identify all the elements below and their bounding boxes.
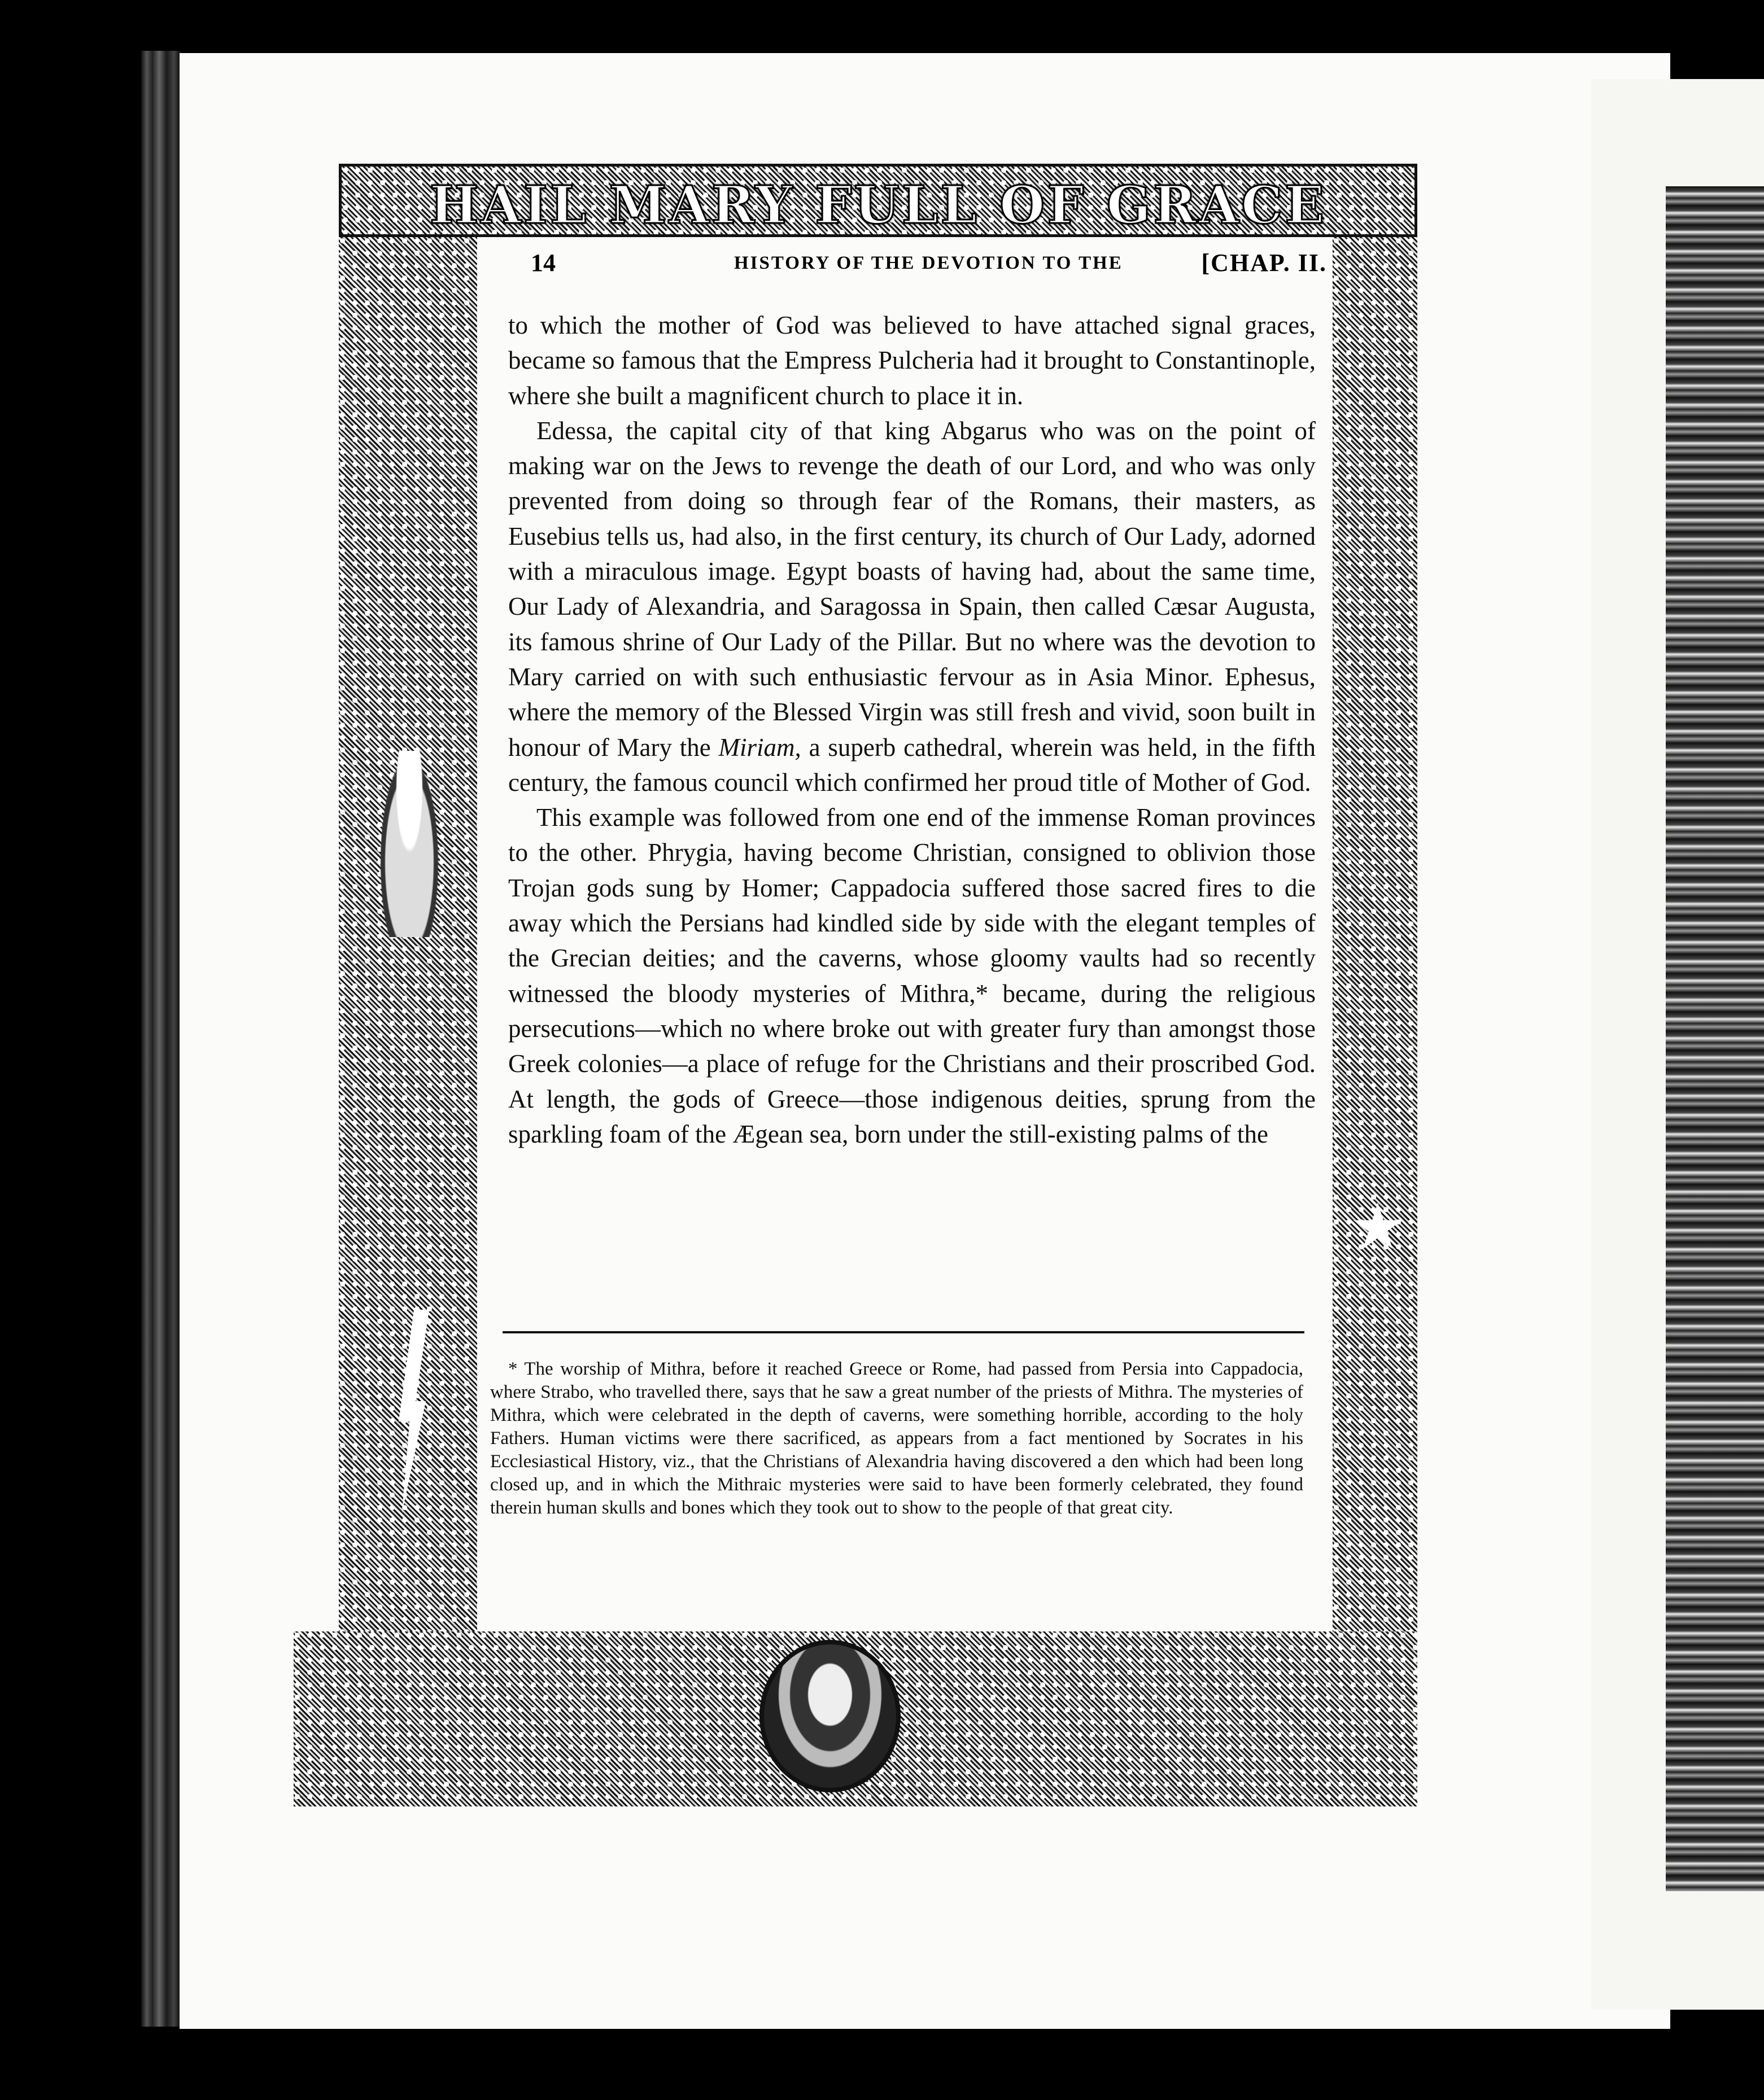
running-head bbox=[531, 248, 1333, 282]
ornamental-header bbox=[339, 164, 1417, 237]
footnote-rule bbox=[503, 1331, 1304, 1333]
ornamental-right-border bbox=[1333, 237, 1417, 1643]
paragraph: This example was followed from one end of the immense Roman provinces to the other. Phrygia, having become Christian, consigned to oblivion those Trojan gods sung by Homer; Cappadocia suffered those sacred fires to die away which the Persians had kindled side by side with the elegant temples of the Grecian deities; and the caverns, whose gloomy vaults had so recently witnessed the bloody mysteries of Mithra,* became, during the religious persecutions—which no where broke out with greater fury than amongst those Greek colonies—a place of refuge for the Christians and their proscribed God. At length, the gods of Greece—those indigenous deities, sprung from the sparkling foam of the Ægean sea, born under the still-existing palms of the bbox=[508, 803, 1316, 1148]
page-number: 14 bbox=[531, 249, 556, 277]
facing-page-ornament bbox=[1666, 186, 1764, 1891]
body-text bbox=[508, 308, 1316, 1152]
header-banner: HAIL MARY FULL OF GRACE bbox=[429, 174, 1327, 235]
chapter-marker: [CHAP. II. bbox=[1201, 249, 1327, 277]
madonna-medallion-icon bbox=[759, 1640, 901, 1792]
footnote: * The worship of Mithra, before it reached Greece or Rome, had passed from Persia into Cappadocia, where Strabo, who travelled there, says that he saw a great number of the priests of Mithra. The mysteries of Mithra, which were celebrated in the depth of caverns, were something horrible, according to the holy Fathers. Human victims were there sacrificed, as appears from a fact mentioned by Socrates in his Ecclesiastical History, viz., that the Christians of Alexandria having discovered a den which had been long closed up, and in which the Mithraic mysteries were said to have been formerly celebrated, they found therein human skulls and bones which they took out to show to the people of that great city. bbox=[490, 1359, 1303, 1518]
italic-term: Miriam, bbox=[718, 733, 801, 762]
running-title: HISTORY OF THE DEVOTION TO THE bbox=[734, 253, 1123, 273]
book-spine bbox=[141, 51, 181, 2027]
paragraph bbox=[508, 413, 1316, 800]
ornamental-left-border bbox=[339, 237, 477, 1643]
paragraph: to which the mother of God was believed to have attached signal graces, became so famous that the Empress Pulcheria had it brought to Constantinople, where she built a magnificent church to place it in. bbox=[508, 311, 1316, 410]
virgin-figure-icon bbox=[378, 751, 440, 937]
paragraph-text: a superb cathedral, wherein was held, in the fifth century, the famous council which confirmed her proud title of Mother of God. bbox=[508, 733, 1316, 797]
paragraph-text: Edessa, the capital city of that king Abgarus who was on the point of making war on the Jews to revenge the death of our Lord, and who was only prevented from doing so through fear of the Romans, their masters, as Eusebius tells us, had also, in the first century, its church of Our Lady, adorned with a miraculous image. Egypt boasts of having had, about the same time, Our Lady of Alexandria, and Saragossa in Spain, then called Cæsar Augusta, its famous shrine of Our Lady of the Pillar. But no where was the devotion to Mary carried on with such enthusiastic fervour as in Asia Minor. Ephesus, where the memory of the Blessed Virgin was still fresh and vivid, soon built in honour of Mary the bbox=[508, 416, 1316, 762]
